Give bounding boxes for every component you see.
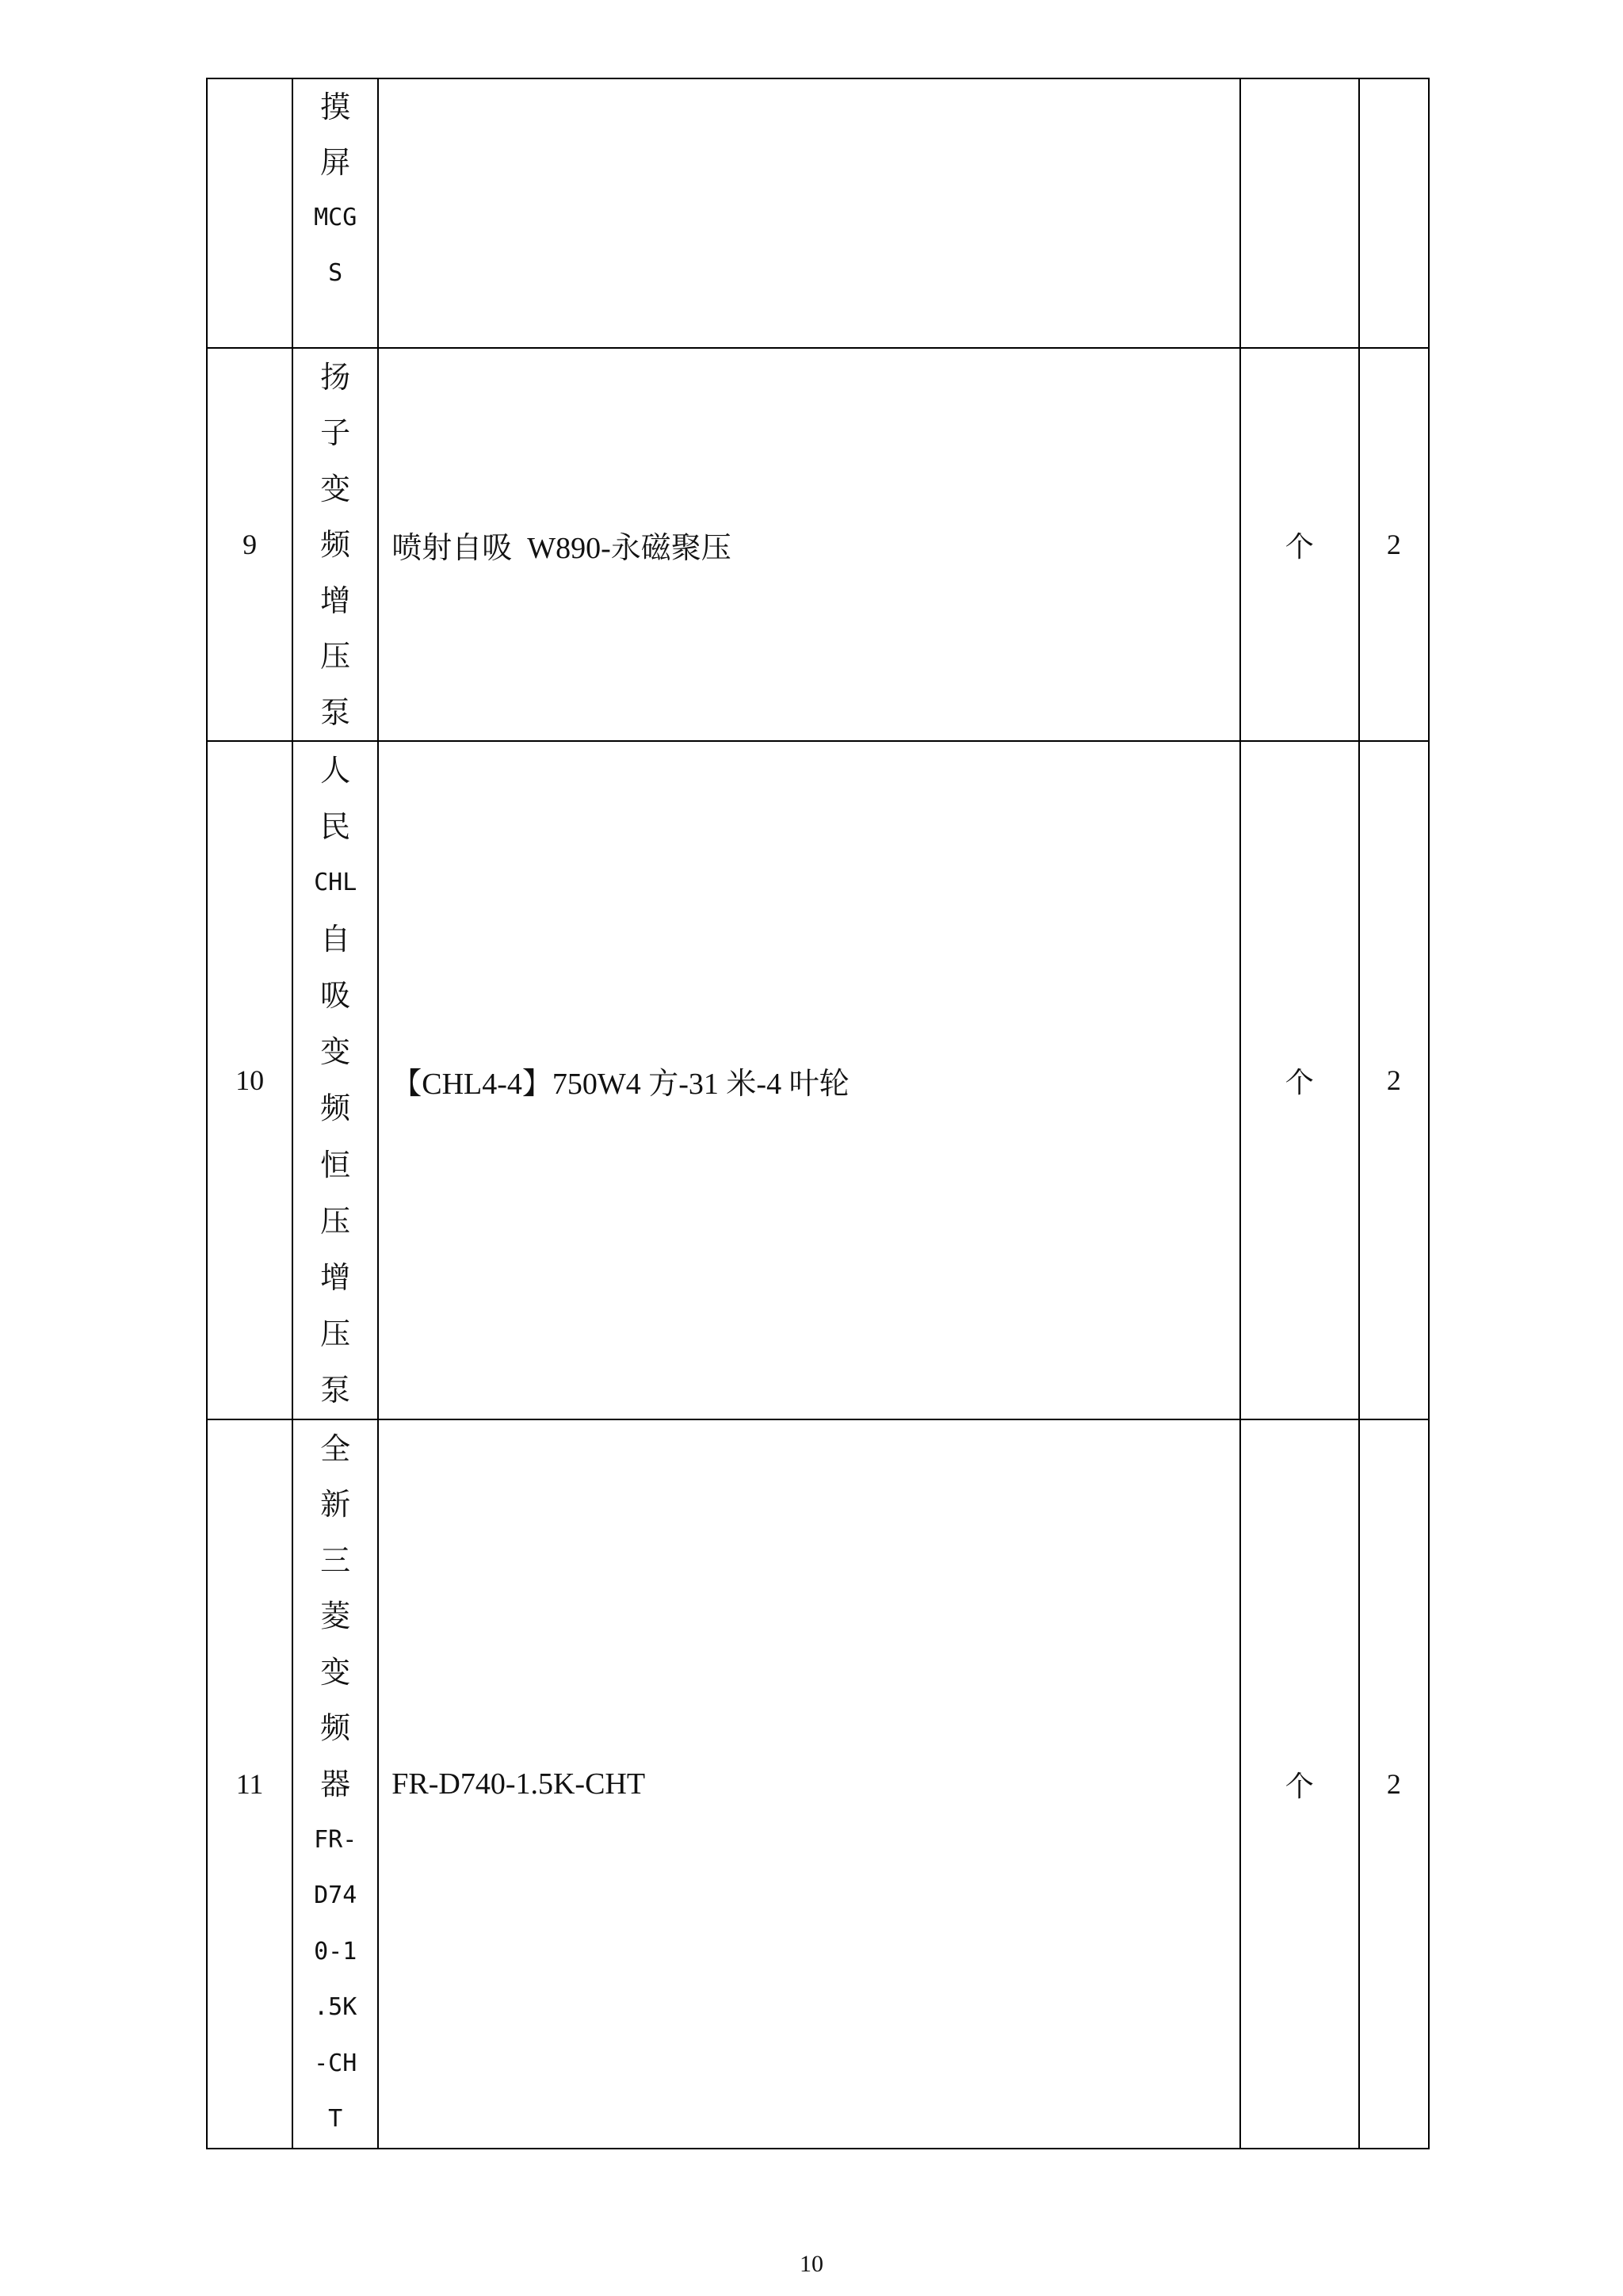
- item-name-char: 三: [320, 1542, 351, 1578]
- item-name-cell: [292, 1419, 378, 2149]
- item-name-char: 人: [320, 753, 351, 789]
- item-name-char: 子: [320, 415, 351, 450]
- item-name-char: 0-1: [314, 1937, 357, 1966]
- item-name-char: T: [328, 2105, 343, 2134]
- item-name-char: 吸: [320, 978, 351, 1014]
- item-name-cell: [292, 348, 378, 741]
- item-name-char: 自: [320, 922, 351, 957]
- item-name-char: 恒: [320, 1147, 351, 1182]
- page-number: 10: [800, 2251, 823, 2277]
- unit-text: 个: [1285, 1066, 1314, 1098]
- item-name-char: 变: [320, 471, 351, 506]
- equipment-table: [206, 78, 1430, 2149]
- spec-text: 喷射自吸 W890-永磁聚压: [391, 531, 731, 565]
- item-name-char: .5K: [314, 1993, 357, 2022]
- quantity-text: 2: [1386, 1064, 1401, 1096]
- item-name-char: 压: [320, 639, 351, 674]
- item-name-char: 增: [320, 1259, 351, 1295]
- spec-text: FR-D740-1.5K-CHT: [391, 1767, 646, 1801]
- row-number-cell: [207, 741, 292, 1419]
- row-number: 9: [242, 529, 258, 560]
- item-name-char: 泵: [320, 694, 351, 730]
- item-name-char: 增: [320, 583, 351, 618]
- unit-text: 个: [1285, 530, 1314, 563]
- item-name-char: 频: [320, 527, 351, 562]
- item-name-char: 扬: [320, 359, 351, 395]
- item-name-char: 变: [320, 1654, 351, 1690]
- item-name-char: 摸: [320, 90, 351, 124]
- quantity-text: 2: [1386, 1768, 1401, 1800]
- quantity-cell: [1359, 348, 1429, 741]
- unit-cell: [1240, 348, 1359, 741]
- item-name-char: 频: [320, 1091, 351, 1126]
- spec-cell: [378, 1419, 1239, 2149]
- unit-text: 个: [1285, 1770, 1314, 1802]
- spec-cell: [378, 78, 1239, 348]
- unit-cell: [1240, 1419, 1359, 2149]
- item-name-char: 全: [320, 1431, 351, 1466]
- item-name-char: 压: [320, 1316, 351, 1351]
- row-number: 10: [235, 1064, 265, 1096]
- table-row: [207, 78, 1429, 348]
- item-name-char: 变: [320, 1034, 351, 1070]
- quantity-cell: [1359, 78, 1429, 348]
- item-name-char: 器: [320, 1766, 351, 1801]
- quantity-cell: [1359, 1419, 1429, 2149]
- spec-cell: [378, 741, 1239, 1419]
- item-name-char: 压: [320, 1203, 351, 1239]
- table-row: [207, 741, 1429, 1419]
- item-name-char: MCG: [314, 204, 357, 231]
- table-row: [207, 348, 1429, 741]
- item-name-char: 菱: [320, 1599, 351, 1634]
- item-name-char: S: [328, 259, 343, 287]
- spec-cell: [378, 348, 1239, 741]
- item-name-char: -CH: [314, 2049, 357, 2077]
- row-number-cell: [207, 1419, 292, 2149]
- row-number-cell: [207, 78, 292, 348]
- quantity-cell: [1359, 741, 1429, 1419]
- row-number: 11: [235, 1768, 264, 1800]
- item-name-char: 新: [320, 1487, 351, 1522]
- table-row: [207, 1419, 1429, 2149]
- spec-text: 【CHL4-4】750W4 方-31 米-4 叶轮: [391, 1067, 850, 1101]
- item-name-cell: [292, 741, 378, 1419]
- item-name-char: CHL: [314, 869, 357, 897]
- item-name-char: 频: [320, 1710, 351, 1746]
- quantity-text: 2: [1386, 529, 1401, 560]
- item-name-char: 屏: [320, 145, 351, 180]
- item-name-char: D74: [314, 1881, 357, 1910]
- item-name-char: FR-: [314, 1825, 357, 1854]
- row-number-cell: [207, 348, 292, 741]
- item-name-char: 民: [320, 809, 351, 845]
- item-name-cell: [292, 78, 378, 348]
- unit-cell: [1240, 741, 1359, 1419]
- unit-cell: [1240, 78, 1359, 348]
- item-name-char: 泵: [320, 1372, 351, 1408]
